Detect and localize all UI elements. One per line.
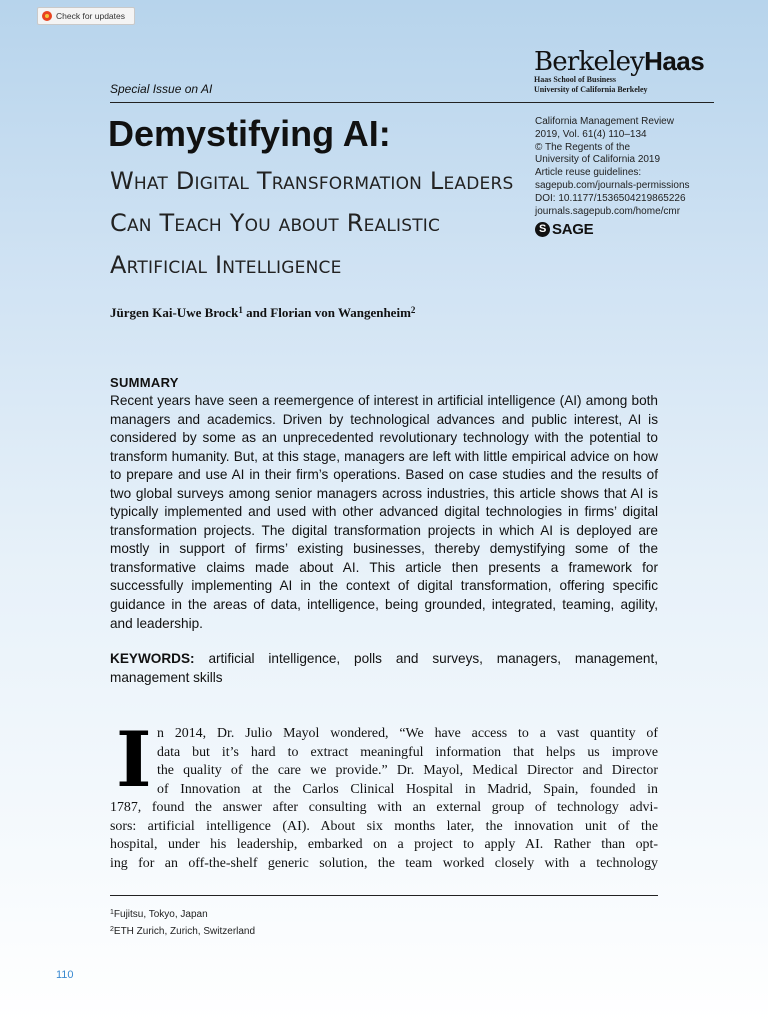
footnote-2-text: ETH Zurich, Zurich, Switzerland bbox=[113, 926, 256, 937]
journal-info bbox=[535, 116, 715, 218]
check-for-updates-label: Check for updates bbox=[56, 11, 125, 21]
page-number: 110 bbox=[56, 969, 74, 981]
authors-and: and bbox=[242, 305, 271, 320]
body-line: ing for an off-the-shelf generic solution, the team worked closely with a technology bbox=[110, 855, 658, 871]
publisher-name: SAGE bbox=[552, 221, 594, 238]
authors bbox=[110, 305, 415, 321]
footnote-1 bbox=[110, 905, 255, 922]
footnote-2-marker: 2 bbox=[110, 926, 114, 933]
logo-school-line: Haas School of Business bbox=[534, 75, 617, 84]
body-line: 1787, found the answer after consulting with an external group of technology advi- bbox=[110, 800, 658, 815]
body-line: n 2014, Dr. Julio Mayol wondered, “We have access to a vast quantity of bbox=[157, 726, 658, 741]
logo-university-line: University of California Berkeley bbox=[534, 85, 648, 94]
article-title: Demystifying AI: bbox=[108, 113, 391, 154]
author-1-affiliation: 1 bbox=[238, 305, 243, 315]
copyright-line: © The Regents of the bbox=[535, 141, 631, 153]
crossmark-icon bbox=[42, 11, 52, 21]
footnotes bbox=[110, 905, 255, 939]
logo-wordmark bbox=[534, 47, 714, 76]
journal-name: California Management Review bbox=[535, 116, 674, 127]
reuse-label: Article reuse guidelines: bbox=[535, 167, 642, 179]
keywords-label: KEYWORDS: bbox=[110, 651, 195, 666]
summary-heading: SUMMARY bbox=[110, 375, 179, 390]
special-issue-label: Special Issue on AI bbox=[110, 82, 213, 96]
keywords-text: artificial intelligence, polls and surveys, managers, management, management skills bbox=[110, 651, 658, 685]
copyright-holder: University of California 2019 bbox=[535, 154, 661, 166]
footnote-1-marker: 1 bbox=[110, 909, 114, 916]
summary-text: Recent years have seen a reemergence of interest in artificial intelligence (AI) among both managers and academics. Driven by technological advances and public interest, AI is considered by some as an unprecedented revolutionary technology with the potential to transform humanity. But, at this stage, managers are left with little empirical advice on how to prepare and use AI in their firm’s operations. Based on case studies and the results of two global surveys among senior managers across industries, this article shows that AI is typically implemented and used with other advanced digital technologies in firms’ digital transformation projects. The digital transformation projects in which AI is deployed are mostly in support of firms’ existing businesses, thereby demystifying some of the transformative claims made about AI. This article then presents a framework for successfully implementing AI in the context of digital transformation, offering specific guidance in the areas of data, intelligence, being grounded, integrated, teaming, agility, and leadership. bbox=[110, 393, 658, 631]
author-1: Jürgen Kai-Uwe Brock bbox=[110, 305, 239, 320]
logo-haas: Haas bbox=[644, 46, 705, 76]
header-rule bbox=[110, 102, 714, 103]
journal-url[interactable]: journals.sagepub.com/home/cmr bbox=[535, 205, 681, 217]
article-subtitle: What Digital Transformation Leaders Can Teach You about Realistic Artificial Intelligence bbox=[110, 167, 514, 279]
body-line: the quality of the care we provide.” Dr. Mayol, Medical Director and Director bbox=[157, 763, 658, 778]
footnote-rule bbox=[110, 895, 658, 896]
drop-cap: I bbox=[116, 715, 152, 804]
body-line: of Innovation at the Carlos Clinical Hospital in Madrid, Spain, founded in bbox=[157, 781, 658, 797]
reuse-link[interactable]: sagepub.com/journals-permissions bbox=[535, 179, 690, 191]
check-for-updates-button[interactable] bbox=[37, 7, 135, 25]
sage-logo bbox=[535, 221, 593, 238]
berkeley-haas-logo bbox=[534, 47, 714, 95]
body-line: data but it’s hard to extract meaningful information that helps us improve bbox=[157, 744, 658, 760]
author-2: Florian von Wangenheim bbox=[270, 305, 411, 320]
keywords bbox=[110, 650, 658, 687]
sage-s-icon: S bbox=[535, 222, 550, 237]
doi[interactable]: DOI: 10.1177/1536504219865226 bbox=[535, 192, 686, 204]
author-2-affiliation: 2 bbox=[410, 305, 416, 315]
body-paragraph bbox=[110, 725, 658, 873]
journal-volume: 2019, Vol. 61(4) 110–134 bbox=[535, 128, 647, 140]
body-line: hospital, under his leadership, embarked on a project to apply AI. Rather than opt- bbox=[110, 837, 658, 852]
logo-berkeley: Berkeley bbox=[534, 47, 645, 77]
footnote-1-text: Fujitsu, Tokyo, Japan bbox=[113, 909, 208, 920]
body-line: sors: artificial intelligence (AI). About six months later, the innovation unit of the bbox=[110, 818, 658, 834]
footnote-2 bbox=[110, 922, 255, 939]
